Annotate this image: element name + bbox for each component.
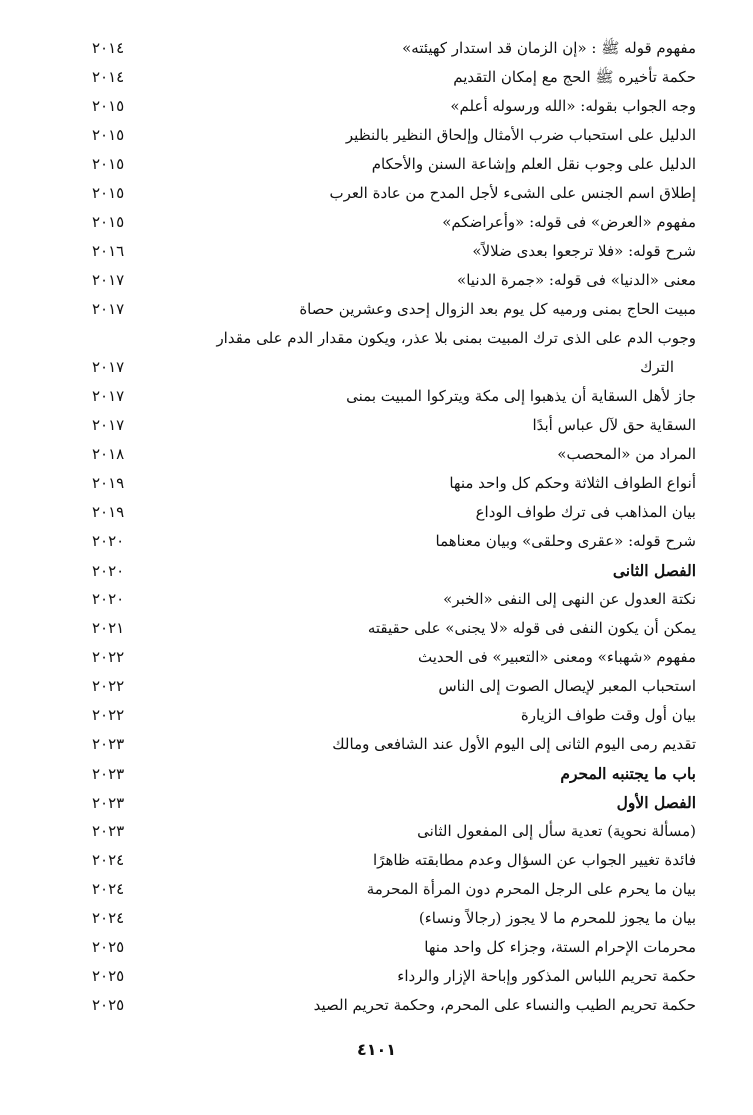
toc-entry	[92, 614, 696, 643]
toc-entry	[92, 382, 696, 411]
section-heading-row	[92, 788, 696, 817]
toc-entry-page: ٢٠٢٢	[92, 677, 125, 695]
toc-entry-title: مفهوم قوله ﷺ : «إن الزمان قد استدار كهيئته»	[402, 39, 696, 57]
toc-entry-page: ٢٠١٧	[92, 387, 125, 405]
toc-entry-title	[152, 324, 696, 382]
toc-entry	[92, 179, 696, 208]
toc-entry	[92, 875, 696, 904]
section-heading-row	[92, 556, 696, 585]
toc-entry	[92, 672, 696, 701]
toc-entry-page: ٢٠١٥	[92, 184, 125, 202]
section-heading-title: الفصل الثانى	[612, 561, 696, 580]
toc-entry-title: شرح قوله: «عقرى وحلقى» وبيان معناهما	[435, 532, 696, 550]
toc-entry-page: ٢٠١٧	[92, 358, 125, 376]
toc-entry-title: استحباب المعبر لإيصال الصوت إلى الناس	[438, 677, 696, 695]
toc-entry-title: فائدة تغيير الجواب عن السؤال وعدم مطابقته ظاهرًا	[373, 851, 696, 869]
toc-entry	[92, 585, 696, 614]
toc-entry-page: ٢٠٢٠	[92, 562, 125, 580]
toc-entry-page: ٢٠٢٥	[92, 967, 125, 985]
toc-entry-page: ٢٠٢٤	[92, 909, 125, 927]
toc-entry-page: ٢٠٢٠	[92, 532, 125, 550]
toc-entry-title: الدليل على وجوب نقل العلم وإشاعة السنن والأحكام	[371, 155, 696, 173]
toc-entry-page: ٢٠١٧	[92, 271, 125, 289]
toc-entry-title: إطلاق اسم الجنس على الشىء لأجل المدح من عادة العرب	[329, 184, 696, 202]
toc-entry	[92, 266, 696, 295]
toc-entry-title: (مسألة نحوية) تعدية سأل إلى المفعول الثانى	[417, 822, 696, 840]
toc-entry	[92, 904, 696, 933]
toc-entry-page: ٢٠٢٣	[92, 765, 125, 783]
toc-entry-page: ٢٠١٩	[92, 474, 125, 492]
section-heading-row	[92, 759, 696, 788]
toc-entry-title-line: وجوب الدم على الذى ترك المبيت بمنى بلا عذر، ويكون مقدار الدم على مقدار	[216, 329, 696, 347]
toc-entry-title: تقديم رمى اليوم الثانى إلى اليوم الأول عند الشافعى ومالك	[332, 735, 696, 753]
toc-entry-page: ٢٠١٦	[92, 242, 125, 260]
toc-entry-title: نكتة العدول عن النهى إلى النفى «الخبر»	[443, 590, 696, 608]
toc-entry-title: بيان المذاهب فى ترك طواف الوداع	[475, 503, 696, 521]
toc-entry	[92, 701, 696, 730]
toc-entry	[92, 730, 696, 759]
section-heading-title: باب ما يجتنبه المحرم	[560, 764, 696, 783]
toc-entry	[92, 933, 696, 962]
toc-entry-page: ٢٠٢٣	[92, 735, 125, 753]
toc-entry-title: مفهوم «شهباء» ومعنى «التعبير» فى الحديث	[418, 648, 696, 666]
section-heading-title: الفصل الأول	[616, 793, 696, 812]
toc-entry-page: ٢٠٢٥	[92, 938, 125, 956]
toc-entry-page: ٢٠١٥	[92, 155, 125, 173]
toc-entry	[92, 92, 696, 121]
page-number: ٤١٠١	[356, 1040, 397, 1059]
toc-entry-title: حكمة تأخيره ﷺ الحج مع إمكان التقديم	[453, 68, 696, 86]
toc-entry	[92, 208, 696, 237]
toc-entry-page: ٢٠١٤	[92, 68, 125, 86]
toc-entry-page: ٢٠٢٣	[92, 822, 125, 840]
toc-entry-page: ٢٠١٩	[92, 503, 125, 521]
toc-entry	[92, 846, 696, 875]
toc-entry	[92, 643, 696, 672]
toc-entry-title: بيان ما يجوز للمحرم ما لا يجوز (رجالاً ونساء)	[418, 909, 696, 927]
toc-entry-page: ٢٠١٥	[92, 126, 125, 144]
toc-entry	[92, 34, 696, 63]
toc-entry	[92, 962, 696, 991]
toc-entry-title: وجه الجواب بقوله: «الله ورسوله أعلم»	[450, 97, 696, 115]
toc-entry-page: ٢٠٢٥	[92, 996, 125, 1014]
toc-entry-title: الدليل على استحباب ضرب الأمثال وإلحاق النظير بالنظير	[345, 126, 696, 144]
toc-entry-page: ٢٠٢٤	[92, 851, 125, 869]
toc-entry-title: بيان ما يحرم على الرجل المحرم دون المرأة المحرمة	[366, 880, 696, 898]
toc-entry-title: السقاية حق لآل عباس أبدًا	[532, 416, 696, 434]
toc-entry-page: ٢٠١٥	[92, 213, 125, 231]
toc-entry-page: ٢٠١٤	[92, 39, 125, 57]
toc-entry-title-continuation: الترك	[640, 358, 674, 376]
toc-entry-page: ٢٠١٧	[92, 416, 125, 434]
toc-entry	[92, 150, 696, 179]
toc-entry-title: محرمات الإحرام الستة، وجزاء كل واحد منها	[424, 938, 696, 956]
toc-entry-page: ٢٠١٨	[92, 445, 125, 463]
toc-entry-page: ٢٠٢٤	[92, 880, 125, 898]
toc-entry-page: ٢٠١٥	[92, 97, 125, 115]
toc-entry	[92, 411, 696, 440]
toc-entry-title: شرح قوله: «فلا ترجعوا بعدى ضلالاً»	[472, 242, 696, 260]
toc-entry-title: يمكن أن يكون النفى فى قوله «لا يجنى» على حقيقته	[367, 619, 696, 637]
toc-entry-title: مبيت الحاج بمنى ورميه كل يوم بعد الزوال إحدى وعشرين حصاة	[299, 300, 696, 318]
toc-entry-title: المراد من «المحصب»	[557, 445, 696, 463]
toc-entry	[92, 324, 696, 382]
toc-entry-title: بيان أول وقت طواف الزيارة	[520, 706, 696, 724]
toc-entry-page: ٢٠١٧	[92, 300, 125, 318]
toc-entry-title: معنى «الدنيا» فى قوله: «جمرة الدنيا»	[457, 271, 696, 289]
toc-entry	[92, 237, 696, 266]
toc-entry-page: ٢٠٢٠	[92, 590, 125, 608]
toc-entry-page: ٢٠٢٢	[92, 648, 125, 666]
toc-entry	[92, 498, 696, 527]
toc-entry-page: ٢٠٢١	[92, 619, 125, 637]
toc-entry-page: ٢٠٢٣	[92, 794, 125, 812]
toc-entry-title: حكمة تحريم اللباس المذكور وإباحة الإزار والرداء	[397, 967, 696, 985]
table-of-contents	[92, 34, 696, 1020]
toc-entry	[92, 817, 696, 846]
toc-entry	[92, 527, 696, 556]
toc-entry	[92, 121, 696, 150]
toc-entry-title: حكمة تحريم الطيب والنساء على المحرم، وحكمة تحريم الصيد	[313, 996, 696, 1014]
toc-entry	[92, 991, 696, 1020]
toc-entry-title: جاز لأهل السقاية أن يذهبوا إلى مكة ويتركوا المبيت بمنى	[346, 387, 696, 405]
toc-entry	[92, 295, 696, 324]
toc-entry-title: أنواع الطواف الثلاثة وحكم كل واحد منها	[449, 474, 696, 492]
toc-entry-page: ٢٠٢٢	[92, 706, 125, 724]
toc-entry	[92, 440, 696, 469]
toc-entry	[92, 63, 696, 92]
toc-entry-title: مفهوم «العرض» فى قوله: «وأعراضكم»	[442, 213, 696, 231]
toc-entry	[92, 469, 696, 498]
